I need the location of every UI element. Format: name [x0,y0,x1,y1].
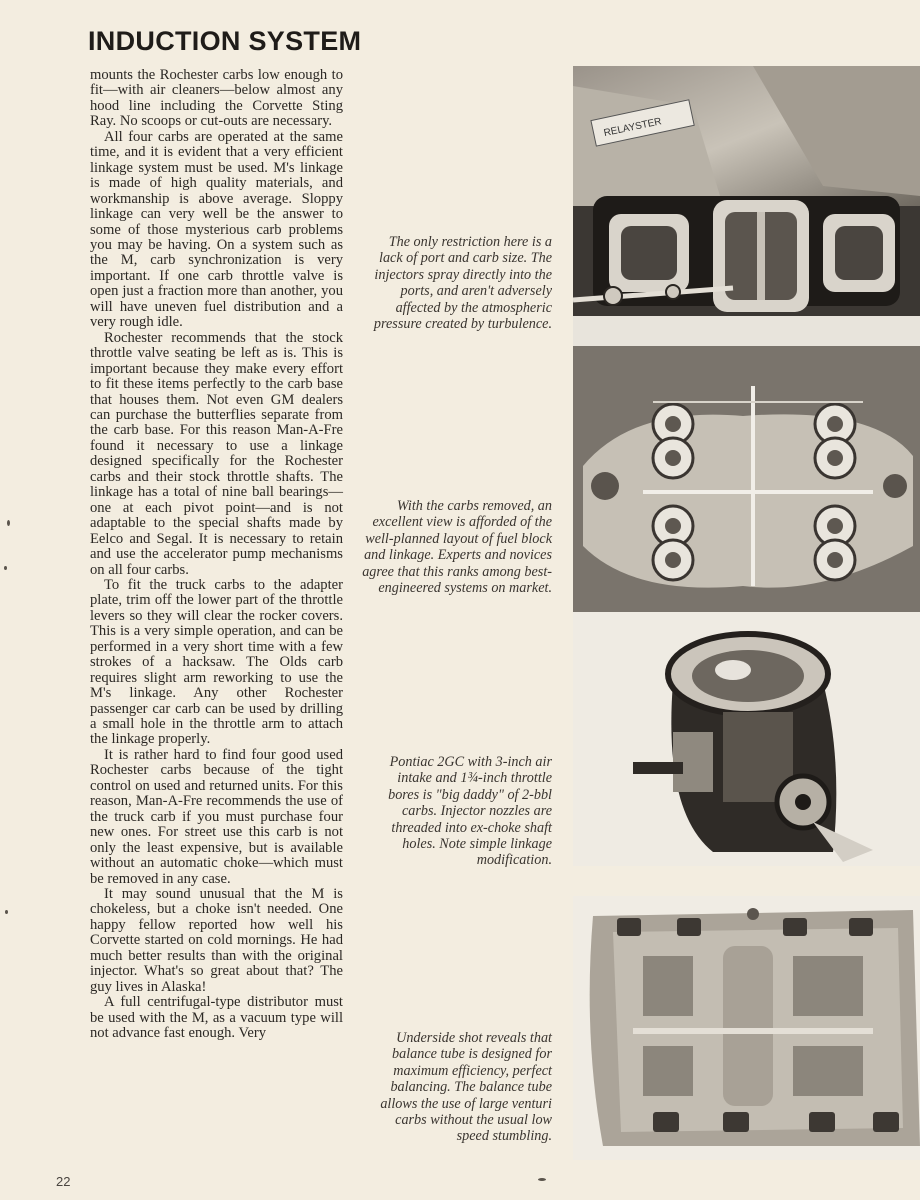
body-paragraph: mounts the Rochester carbs low enough to fit—with air cleaners—below almost any hood line including the Corvette Sting Ray. No scoops or cut-outs are necessary. [90,67,343,130]
scan-speck [5,910,8,914]
page-title: INDUCTION SYSTEM [88,26,362,56]
body-paragraph: Rochester recommends that the stock throttle valve seating be left as is. This is important because they make every effort to fit these items perfectly to the carb base that houses them. Not even GM dealers can purchase the butterflies separate from the carb base. For this reason Man-A-Fre found it necessary to use a linkage designed specifically for the Rochester carbs and their stock throttle shafts. The linkage has a total of nine ball bearings— one at each pivot point—and is not adaptable to the special shafts made by Eelco and Segal. It is necessary to retain and use the accelerator pump mechanisms on all four carbs. [90,329,343,578]
photo-caption-4: Underside shot reveals that balance tube is designed for maximum efficiency, perfect balancing. The balance tube allows the use of large venturi carbs without the usual low speed stumbling. [380,1030,552,1145]
body-paragraph: All four carbs are operated at the same time, and it is evident that a very efficient linkage system must be used. M's linkage is made of high quality materials, and workmanship is above average. Sloppy linkage can very well be the answer to some of those mysterious carb problems you may be having. On a system such as the M, carb synchronization is very important. If one carb throttle valve is open just a fraction more than another, you will have uneven fuel distribution and a very rough idle. [90,128,343,331]
photo-manifold-ports [573,66,920,346]
photo-caption-1: The only restriction here is a lack of port and carb size. The injectors spray directly into the ports, and aren't adversely affected by the atmospheric pressure created by turbulence. [373,234,552,333]
page-number: 22 [56,1174,71,1189]
scan-speck [538,1178,546,1181]
body-paragraph: A full centrifugal-type distributor must be used with the M, as a vacuum type will not advance fast enough. Very [90,994,343,1042]
body-paragraph: It is rather hard to find four good used Rochester carbs because of the tight control on used and returned units. For this reason, Man-A-Fre recommends the use of the truck carb if you must purchase four new ones. For street use this carb is not only the least expensive, but is available without an automatic choke—which must be removed in any case. [90,746,343,887]
photo-carbs-top-view [573,346,920,612]
article-body [90,68,343,1042]
relayster-decal: RELAYSTER [602,116,663,140]
photo-pontiac-2gc-carb [573,612,920,866]
body-paragraph: It may sound unusual that the M is chokeless, but a choke isn't needed. One happy fellow reported how well his Corvette started on cold mornings. He had much better results than with the original injector. What's so great about that? The guy lives in Alaska! [90,886,343,995]
scan-speck [4,566,7,570]
scan-speck [7,520,10,526]
photo-caption-2: With the carbs removed, an excellent view is afforded of the well-planned layout of fuel block and linkage. Experts and novices agree that this ranks among best-engineered systems on market. [362,498,552,597]
photo-manifold-underside [573,896,920,1160]
body-paragraph: To fit the truck carbs to the adapter plate, trim off the lower part of the throttle levers so they will clear the rocker covers. This is a very simple operation, and can be performed in a very short time with a few strokes of a hacksaw. The Olds carb requires slight arm reworking to use the M's linkage. Any other Rochester passenger car carb can be used by drilling a small hole in the throttle arm to attach the linkage properly. [90,576,343,748]
photo-caption-3: Pontiac 2GC with 3-inch air intake and 1¾-inch throttle bores is "big daddy" of 2-bbl carbs. Injector nozzles are threaded into ex-choke shaft holes. Note simple linkage modification. [388,754,552,869]
